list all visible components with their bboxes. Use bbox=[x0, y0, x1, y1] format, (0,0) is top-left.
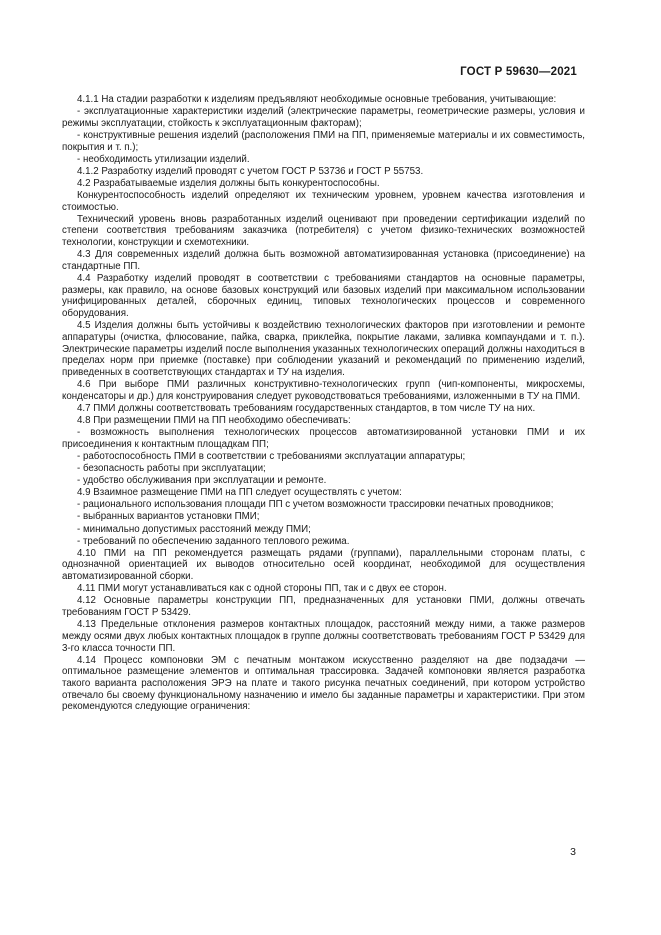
paragraph: Конкурентоспособность изделий определяют их техническим уровнем, уровнем качества изготовления и стоимостью. bbox=[62, 189, 585, 213]
paragraph: 4.11 ПМИ могут устанавливаться как с одной стороны ПП, так и с двух ее сторон. bbox=[77, 583, 447, 595]
paragraph: - эксплуатационные характеристики изделий (электрические параметры, геометрические размеры, условия и режимы эксплуатации, стойкость к эксплуатационным факторам); bbox=[62, 106, 585, 129]
paragraph: 4.9 Взаимное размещение ПМИ на ПП следует осуществлять с учетом: bbox=[77, 487, 402, 499]
paragraph: 4.8 При размещении ПМИ на ПП необходимо обеспечивать: bbox=[77, 415, 351, 427]
paragraph: - конструктивные решения изделий (расположения ПМИ на ПП, применяемые материалы и их совместимость, покрытия и т. п.); bbox=[62, 129, 585, 153]
paragraph: Технический уровень вновь разработанных изделий оценивают при проведении сертификации изделий по степени соответствия требованиям заказчика (потребителя) с учетом физико-технических возможностей технологии, конструкции и схемотехники. bbox=[62, 213, 585, 249]
paragraph: 4.3 Для современных изделий должна быть возможной автоматизированная установка (присоединение) на стандартные ПП. bbox=[62, 249, 585, 272]
paragraph: - требований по обеспечению заданного теплового режима. bbox=[77, 535, 350, 547]
paragraph: - минимально допустимых расстояний между ПМИ; bbox=[77, 523, 311, 535]
paragraph: 4.12 Основные параметры конструкции ПП, предназначенных для установки ПМИ, должны отвечать требованиям ГОСТ Р 53429. bbox=[62, 595, 585, 618]
paragraph: 4.14 Процесс компоновки ЭМ с печатным монтажом искусственно разделяют на две подзадачи — оптимальное размещение элементов и оптимальная трассировка. Задачей компоновки является разработка такого варианта расположения ЭРЭ на плате и такого рисунка печатных соединений, при котором устройство отвечало бы своему функциональному назначению и имело бы заданные параметры и характеристики. При этом рекомендуются следующие ограничения: bbox=[62, 654, 585, 713]
paragraph: - возможность выполнения технологических процессов автоматизированной установки ПМИ и их присоединения к контактным площадкам ПП; bbox=[62, 427, 585, 450]
page-number: 3 bbox=[570, 846, 576, 858]
paragraph: 4.6 При выборе ПМИ различных конструктивно-технологических групп (чип-компоненты, микросхемы, конденсаторы и др.) для конструирования следует руководствоваться требованиями, изложенными в ТУ на ПМИ. bbox=[62, 379, 585, 402]
standard-header: ГОСТ Р 59630—2021 bbox=[460, 66, 577, 78]
paragraph: - безопасность работы при эксплуатации; bbox=[77, 463, 266, 475]
paragraph: - выбранных вариантов установки ПМИ; bbox=[77, 511, 260, 523]
paragraph: - удобство обслуживания при эксплуатации и ремонте. bbox=[77, 475, 327, 487]
paragraph: 4.1.1 На стадии разработки к изделиям предъявляют необходимые основные требования, учитывающие: bbox=[77, 94, 557, 105]
paragraph: 4.2 Разрабатываемые изделия должны быть конкурентоспособны. bbox=[77, 177, 380, 189]
paragraph: 4.13 Предельные отклонения размеров контактных площадок, расстояний между ними, а также размеров между осями двух любых контактных площадок в группе должны соответствовать требованиям ГОСТ Р 53429 для 3-го класса точности ПП. bbox=[62, 619, 585, 654]
paragraph: - работоспособность ПМИ в соответствии с требованиями эксплуатации аппаратуры; bbox=[77, 450, 466, 462]
paragraph: 4.10 ПМИ на ПП рекомендуется размещать рядами (группами), параллельными сторонам платы, с однозначной ориентацией их выводов относительно осей координат, необходимой для осуществления автоматизированной сборки. bbox=[62, 547, 585, 583]
document-body bbox=[62, 94, 585, 714]
paragraph: - рационального использования площади ПП с учетом возможности трассировки печатных проводников; bbox=[77, 499, 554, 511]
paragraph: 4.4 Разработку изделий проводят в соответствии с требованиями стандартов на основные параметры, размеры, как правило, на основе базовых конструкций или базовых изделий при максимальном использовании унифицированных деталей, сборочных единиц, типовых технологических процессов и современного оборудования. bbox=[62, 273, 585, 320]
paragraph: 4.1.2 Разработку изделий проводят с учетом ГОСТ Р 53736 и ГОСТ Р 55753. bbox=[77, 165, 424, 177]
paragraph: 4.7 ПМИ должны соответствовать требованиям государственных стандартов, в том числе ТУ на них. bbox=[77, 402, 536, 414]
paragraph: 4.5 Изделия должны быть устойчивы к воздействию технологических факторов при изготовлении и ремонте аппаратуры (очистка, флюсование, пайка, сварка, приклейка, покрытие лаками, заливка компаундами и т. п.). Электрические параметры изделий после выполнения указанных технологических операций должны находиться в пределах норм при приемке (поставке) при соблюдении указаний и рекомендаций по применению изделий, приведенных в соответствующих стандартах и ТУ на изделия. bbox=[62, 320, 585, 379]
paragraph: - необходимость утилизации изделий. bbox=[77, 153, 250, 165]
